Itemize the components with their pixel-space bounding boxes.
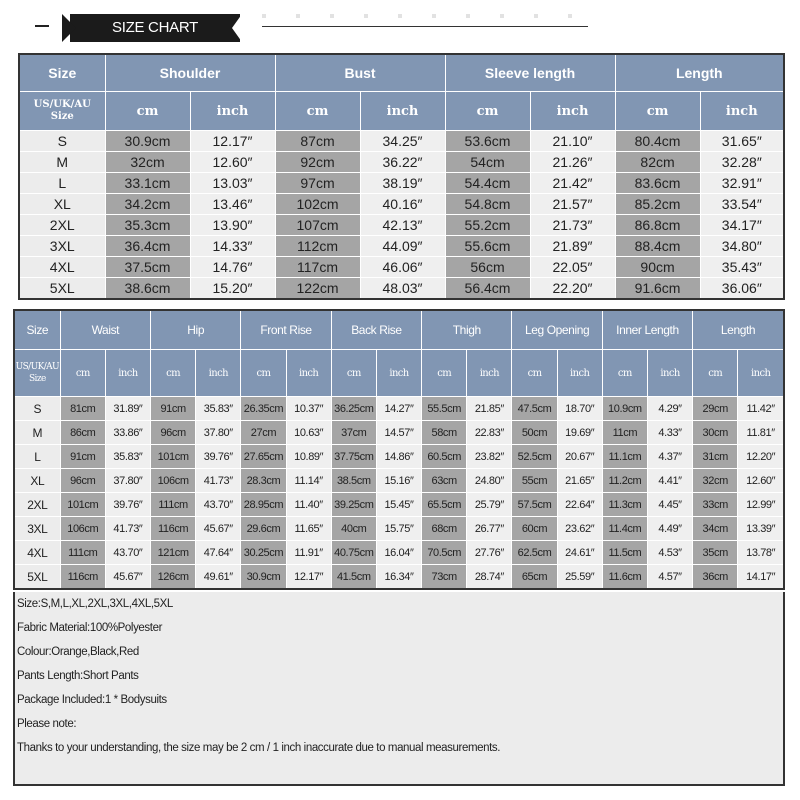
value-cell: 27.76″ [467, 541, 512, 565]
value-cell: 65cm [512, 565, 557, 590]
value-cell: 60.5cm [422, 445, 467, 469]
value-cell: 21.65″ [557, 469, 602, 493]
note-line: Fabric Material:100%Polyester [17, 622, 162, 634]
value-cell: 80.4cm [615, 131, 700, 152]
group-header: Front Rise [241, 310, 331, 350]
value-cell: 29cm [693, 397, 738, 421]
value-cell: 4.29″ [647, 397, 692, 421]
value-cell: 11.65″ [286, 517, 331, 541]
value-cell: 20.67″ [557, 445, 602, 469]
unit-inch-header: inch [360, 92, 445, 131]
value-cell: 13.78″ [738, 541, 784, 565]
unit-inch-header: inch [530, 92, 615, 131]
value-cell: 36.22″ [360, 152, 445, 173]
unit-inch-header: inch [467, 350, 512, 397]
group-header: Length [615, 54, 784, 92]
unit-cm-header: cm [241, 350, 286, 397]
value-cell: 14.86″ [376, 445, 421, 469]
value-cell: 14.17″ [738, 565, 784, 590]
unit-cm-header: cm [602, 350, 647, 397]
group-header: Inner Length [602, 310, 692, 350]
value-cell: 26.35cm [241, 397, 286, 421]
unit-inch-header: inch [557, 350, 602, 397]
value-cell: 56cm [445, 257, 530, 278]
value-cell: 53.6cm [445, 131, 530, 152]
value-cell: 101cm [151, 445, 196, 469]
value-cell: 55.2cm [445, 215, 530, 236]
value-cell: 63cm [422, 469, 467, 493]
unit-cm-header: cm [151, 350, 196, 397]
region-label-line: US/UK/AU [15, 362, 60, 372]
value-cell: 22.20″ [530, 278, 615, 300]
banner-arrow-left [62, 14, 76, 42]
region-label-line: Size [50, 111, 74, 122]
banner [0, 0, 800, 50]
value-cell: 35.3cm [105, 215, 190, 236]
value-cell: 111cm [151, 493, 196, 517]
value-cell: 12.60″ [190, 152, 275, 173]
value-cell: 88.4cm [615, 236, 700, 257]
size-cell: XL [19, 194, 105, 215]
value-cell: 68cm [422, 517, 467, 541]
value-cell: 41.73″ [105, 517, 150, 541]
group-header: Bust [275, 54, 445, 92]
table-row [14, 421, 784, 445]
table-row [14, 445, 784, 469]
banner-rule [262, 26, 588, 27]
unit-cm-header: cm [275, 92, 360, 131]
value-cell: 28.3cm [241, 469, 286, 493]
table-row [14, 397, 784, 421]
table-row [14, 565, 784, 590]
value-cell: 83.6cm [615, 173, 700, 194]
size-header: Size [19, 54, 105, 92]
value-cell: 33.86″ [105, 421, 150, 445]
value-cell: 37.80″ [196, 421, 241, 445]
value-cell: 117cm [275, 257, 360, 278]
value-cell: 13.46″ [190, 194, 275, 215]
value-cell: 23.82″ [467, 445, 512, 469]
unit-inch-header: inch [376, 350, 421, 397]
value-cell: 37cm [331, 421, 376, 445]
value-cell: 11.81″ [738, 421, 784, 445]
size-cell: 5XL [14, 565, 60, 590]
value-cell: 13.03″ [190, 173, 275, 194]
size-header: Size [14, 310, 60, 350]
value-cell: 15.16″ [376, 469, 421, 493]
region-label-line: US/UK/AU [33, 99, 91, 110]
note-line: Package Included:1 * Bodysuits [17, 694, 167, 706]
unit-inch-header: inch [647, 350, 692, 397]
value-cell: 23.62″ [557, 517, 602, 541]
group-header: Back Rise [331, 310, 421, 350]
table-row [14, 493, 784, 517]
value-cell: 15.75″ [376, 517, 421, 541]
value-cell: 19.69″ [557, 421, 602, 445]
value-cell: 35.83″ [105, 445, 150, 469]
value-cell: 30.9cm [241, 565, 286, 590]
value-cell: 4.49″ [647, 517, 692, 541]
size-cell: XL [14, 469, 60, 493]
value-cell: 21.10″ [530, 131, 615, 152]
value-cell: 35.83″ [196, 397, 241, 421]
unit-cm-header: cm [615, 92, 700, 131]
value-cell: 101cm [60, 493, 105, 517]
value-cell: 12.20″ [738, 445, 784, 469]
size-cell: M [19, 152, 105, 173]
value-cell: 48.03″ [360, 278, 445, 300]
value-cell: 34.17″ [700, 215, 784, 236]
value-cell: 102cm [275, 194, 360, 215]
banner-dash [35, 25, 49, 27]
value-cell: 12.17″ [286, 565, 331, 590]
value-cell: 91cm [151, 397, 196, 421]
value-cell: 10.37″ [286, 397, 331, 421]
value-cell: 40cm [331, 517, 376, 541]
value-cell: 122cm [275, 278, 360, 300]
value-cell: 81cm [60, 397, 105, 421]
value-cell: 4.45″ [647, 493, 692, 517]
group-header: Hip [151, 310, 241, 350]
value-cell: 39.76″ [105, 493, 150, 517]
value-cell: 50cm [512, 421, 557, 445]
value-cell: 21.73″ [530, 215, 615, 236]
value-cell: 85.2cm [615, 194, 700, 215]
value-cell: 12.99″ [738, 493, 784, 517]
group-header: Shoulder [105, 54, 275, 92]
value-cell: 116cm [151, 517, 196, 541]
value-cell: 37.80″ [105, 469, 150, 493]
value-cell: 32.91″ [700, 173, 784, 194]
unit-inch-header: inch [286, 350, 331, 397]
value-cell: 30.9cm [105, 131, 190, 152]
size-cell: 4XL [14, 541, 60, 565]
value-cell: 34.80″ [700, 236, 784, 257]
unit-cm-header: cm [331, 350, 376, 397]
group-header: Length [693, 310, 784, 350]
value-cell: 47.64″ [196, 541, 241, 565]
value-cell: 86cm [60, 421, 105, 445]
unit-inch-header: inch [738, 350, 784, 397]
value-cell: 52.5cm [512, 445, 557, 469]
value-cell: 4.33″ [647, 421, 692, 445]
size-cell: L [14, 445, 60, 469]
unit-cm-header: cm [693, 350, 738, 397]
value-cell: 106cm [60, 517, 105, 541]
unit-cm-header: cm [60, 350, 105, 397]
value-cell: 54.4cm [445, 173, 530, 194]
unit-cm-header: cm [105, 92, 190, 131]
unit-inch-header: inch [700, 92, 784, 131]
value-cell: 96cm [151, 421, 196, 445]
region-label-line: Size [28, 374, 46, 384]
value-cell: 22.64″ [557, 493, 602, 517]
value-cell: 54cm [445, 152, 530, 173]
note-line: Thanks to your understanding, the size may be 2 cm / 1 inch inaccurate due to manual measurements. [17, 742, 501, 754]
value-cell: 87cm [275, 131, 360, 152]
size-cell: M [14, 421, 60, 445]
value-cell: 28.74″ [467, 565, 512, 590]
table-row [19, 236, 784, 257]
value-cell: 56.4cm [445, 278, 530, 300]
value-cell: 13.39″ [738, 517, 784, 541]
region-size-label [14, 350, 60, 397]
unit-cm-header: cm [512, 350, 557, 397]
value-cell: 111cm [60, 541, 105, 565]
group-header: Waist [60, 310, 150, 350]
value-cell: 11.2cm [602, 469, 647, 493]
unit-inch-header: inch [190, 92, 275, 131]
value-cell: 11.91″ [286, 541, 331, 565]
value-cell: 34cm [693, 517, 738, 541]
value-cell: 49.61″ [196, 565, 241, 590]
value-cell: 39.76″ [196, 445, 241, 469]
unit-inch-header: inch [105, 350, 150, 397]
value-cell: 36.06″ [700, 278, 784, 300]
value-cell: 33.1cm [105, 173, 190, 194]
value-cell: 46.06″ [360, 257, 445, 278]
value-cell: 25.79″ [467, 493, 512, 517]
value-cell: 43.70″ [196, 493, 241, 517]
value-cell: 126cm [151, 565, 196, 590]
table-row [19, 131, 784, 152]
value-cell: 32cm [105, 152, 190, 173]
value-cell: 62.5cm [512, 541, 557, 565]
value-cell: 35.43″ [700, 257, 784, 278]
table-row [19, 194, 784, 215]
value-cell: 112cm [275, 236, 360, 257]
value-cell: 32.28″ [700, 152, 784, 173]
value-cell: 11.1cm [602, 445, 647, 469]
note-line: Size:S,M,L,XL,2XL,3XL,4XL,5XL [17, 598, 173, 610]
value-cell: 43.70″ [105, 541, 150, 565]
value-cell: 21.85″ [467, 397, 512, 421]
value-cell: 39.25cm [331, 493, 376, 517]
value-cell: 21.89″ [530, 236, 615, 257]
value-cell: 11.14″ [286, 469, 331, 493]
value-cell: 37.5cm [105, 257, 190, 278]
table-row [19, 278, 784, 300]
table-row [19, 257, 784, 278]
value-cell: 41.73″ [196, 469, 241, 493]
value-cell: 21.57″ [530, 194, 615, 215]
value-cell: 31.89″ [105, 397, 150, 421]
unit-cm-header: cm [445, 92, 530, 131]
value-cell: 86.8cm [615, 215, 700, 236]
value-cell: 70.5cm [422, 541, 467, 565]
value-cell: 4.41″ [647, 469, 692, 493]
value-cell: 16.04″ [376, 541, 421, 565]
table-row [14, 541, 784, 565]
value-cell: 60cm [512, 517, 557, 541]
unit-cm-header: cm [422, 350, 467, 397]
value-cell: 54.8cm [445, 194, 530, 215]
value-cell: 45.67″ [105, 565, 150, 590]
value-cell: 13.90″ [190, 215, 275, 236]
value-cell: 14.27″ [376, 397, 421, 421]
value-cell: 34.25″ [360, 131, 445, 152]
value-cell: 33cm [693, 493, 738, 517]
value-cell: 35cm [693, 541, 738, 565]
value-cell: 30cm [693, 421, 738, 445]
value-cell: 36cm [693, 565, 738, 590]
value-cell: 47.5cm [512, 397, 557, 421]
value-cell: 27cm [241, 421, 286, 445]
value-cell: 55.6cm [445, 236, 530, 257]
top-size-table [18, 53, 785, 300]
region-size-label [19, 92, 105, 131]
value-cell: 22.83″ [467, 421, 512, 445]
value-cell: 30.25cm [241, 541, 286, 565]
banner-notch-right [232, 14, 242, 42]
note-line: Pants Length:Short Pants [17, 670, 139, 682]
value-cell: 31cm [693, 445, 738, 469]
size-cell: 5XL [19, 278, 105, 300]
table-row [19, 152, 784, 173]
product-notes [13, 592, 785, 786]
size-cell: 4XL [19, 257, 105, 278]
value-cell: 24.80″ [467, 469, 512, 493]
value-cell: 11.5cm [602, 541, 647, 565]
value-cell: 97cm [275, 173, 360, 194]
size-cell: L [19, 173, 105, 194]
value-cell: 27.65cm [241, 445, 286, 469]
value-cell: 11cm [602, 421, 647, 445]
value-cell: 18.70″ [557, 397, 602, 421]
size-cell: S [14, 397, 60, 421]
value-cell: 34.2cm [105, 194, 190, 215]
size-cell: 3XL [14, 517, 60, 541]
value-cell: 10.9cm [602, 397, 647, 421]
value-cell: 22.05″ [530, 257, 615, 278]
group-header: Thigh [422, 310, 512, 350]
value-cell: 37.75cm [331, 445, 376, 469]
value-cell: 36.4cm [105, 236, 190, 257]
value-cell: 21.26″ [530, 152, 615, 173]
value-cell: 24.61″ [557, 541, 602, 565]
value-cell: 26.77″ [467, 517, 512, 541]
value-cell: 44.09″ [360, 236, 445, 257]
value-cell: 65.5cm [422, 493, 467, 517]
value-cell: 11.40″ [286, 493, 331, 517]
value-cell: 91.6cm [615, 278, 700, 300]
table-row [19, 215, 784, 236]
value-cell: 33.54″ [700, 194, 784, 215]
value-cell: 38.19″ [360, 173, 445, 194]
value-cell: 40.75cm [331, 541, 376, 565]
unit-inch-header: inch [196, 350, 241, 397]
value-cell: 116cm [60, 565, 105, 590]
banner-dotted-line [262, 14, 588, 18]
group-header: Leg Opening [512, 310, 602, 350]
value-cell: 96cm [60, 469, 105, 493]
value-cell: 11.6cm [602, 565, 647, 590]
value-cell: 91cm [60, 445, 105, 469]
value-cell: 73cm [422, 565, 467, 590]
value-cell: 29.6cm [241, 517, 286, 541]
size-cell: S [19, 131, 105, 152]
value-cell: 106cm [151, 469, 196, 493]
table-row [14, 517, 784, 541]
size-cell: 3XL [19, 236, 105, 257]
value-cell: 38.5cm [331, 469, 376, 493]
value-cell: 10.63″ [286, 421, 331, 445]
value-cell: 16.34″ [376, 565, 421, 590]
value-cell: 14.76″ [190, 257, 275, 278]
value-cell: 11.4cm [602, 517, 647, 541]
value-cell: 4.37″ [647, 445, 692, 469]
value-cell: 31.65″ [700, 131, 784, 152]
value-cell: 4.57″ [647, 565, 692, 590]
value-cell: 12.60″ [738, 469, 784, 493]
value-cell: 92cm [275, 152, 360, 173]
value-cell: 36.25cm [331, 397, 376, 421]
value-cell: 21.42″ [530, 173, 615, 194]
table-row [14, 469, 784, 493]
value-cell: 40.16″ [360, 194, 445, 215]
value-cell: 14.57″ [376, 421, 421, 445]
value-cell: 25.59″ [557, 565, 602, 590]
value-cell: 41.5cm [331, 565, 376, 590]
value-cell: 11.3cm [602, 493, 647, 517]
value-cell: 32cm [693, 469, 738, 493]
value-cell: 38.6cm [105, 278, 190, 300]
value-cell: 11.42″ [738, 397, 784, 421]
value-cell: 42.13″ [360, 215, 445, 236]
value-cell: 58cm [422, 421, 467, 445]
size-cell: 2XL [19, 215, 105, 236]
value-cell: 14.33″ [190, 236, 275, 257]
value-cell: 10.89″ [286, 445, 331, 469]
value-cell: 57.5cm [512, 493, 557, 517]
value-cell: 55.5cm [422, 397, 467, 421]
note-line: Please note: [17, 718, 77, 730]
value-cell: 15.45″ [376, 493, 421, 517]
value-cell: 45.67″ [196, 517, 241, 541]
value-cell: 15.20″ [190, 278, 275, 300]
value-cell: 121cm [151, 541, 196, 565]
value-cell: 82cm [615, 152, 700, 173]
size-cell: 2XL [14, 493, 60, 517]
table-row [19, 173, 784, 194]
value-cell: 4.53″ [647, 541, 692, 565]
value-cell: 90cm [615, 257, 700, 278]
group-header: Sleeve length [445, 54, 615, 92]
note-line: Colour:Orange,Black,Red [17, 646, 139, 658]
value-cell: 107cm [275, 215, 360, 236]
value-cell: 55cm [512, 469, 557, 493]
bottom-size-table [13, 309, 785, 590]
value-cell: 28.95cm [241, 493, 286, 517]
value-cell: 12.17″ [190, 131, 275, 152]
size-chart-title: SIZE CHART [70, 14, 240, 42]
